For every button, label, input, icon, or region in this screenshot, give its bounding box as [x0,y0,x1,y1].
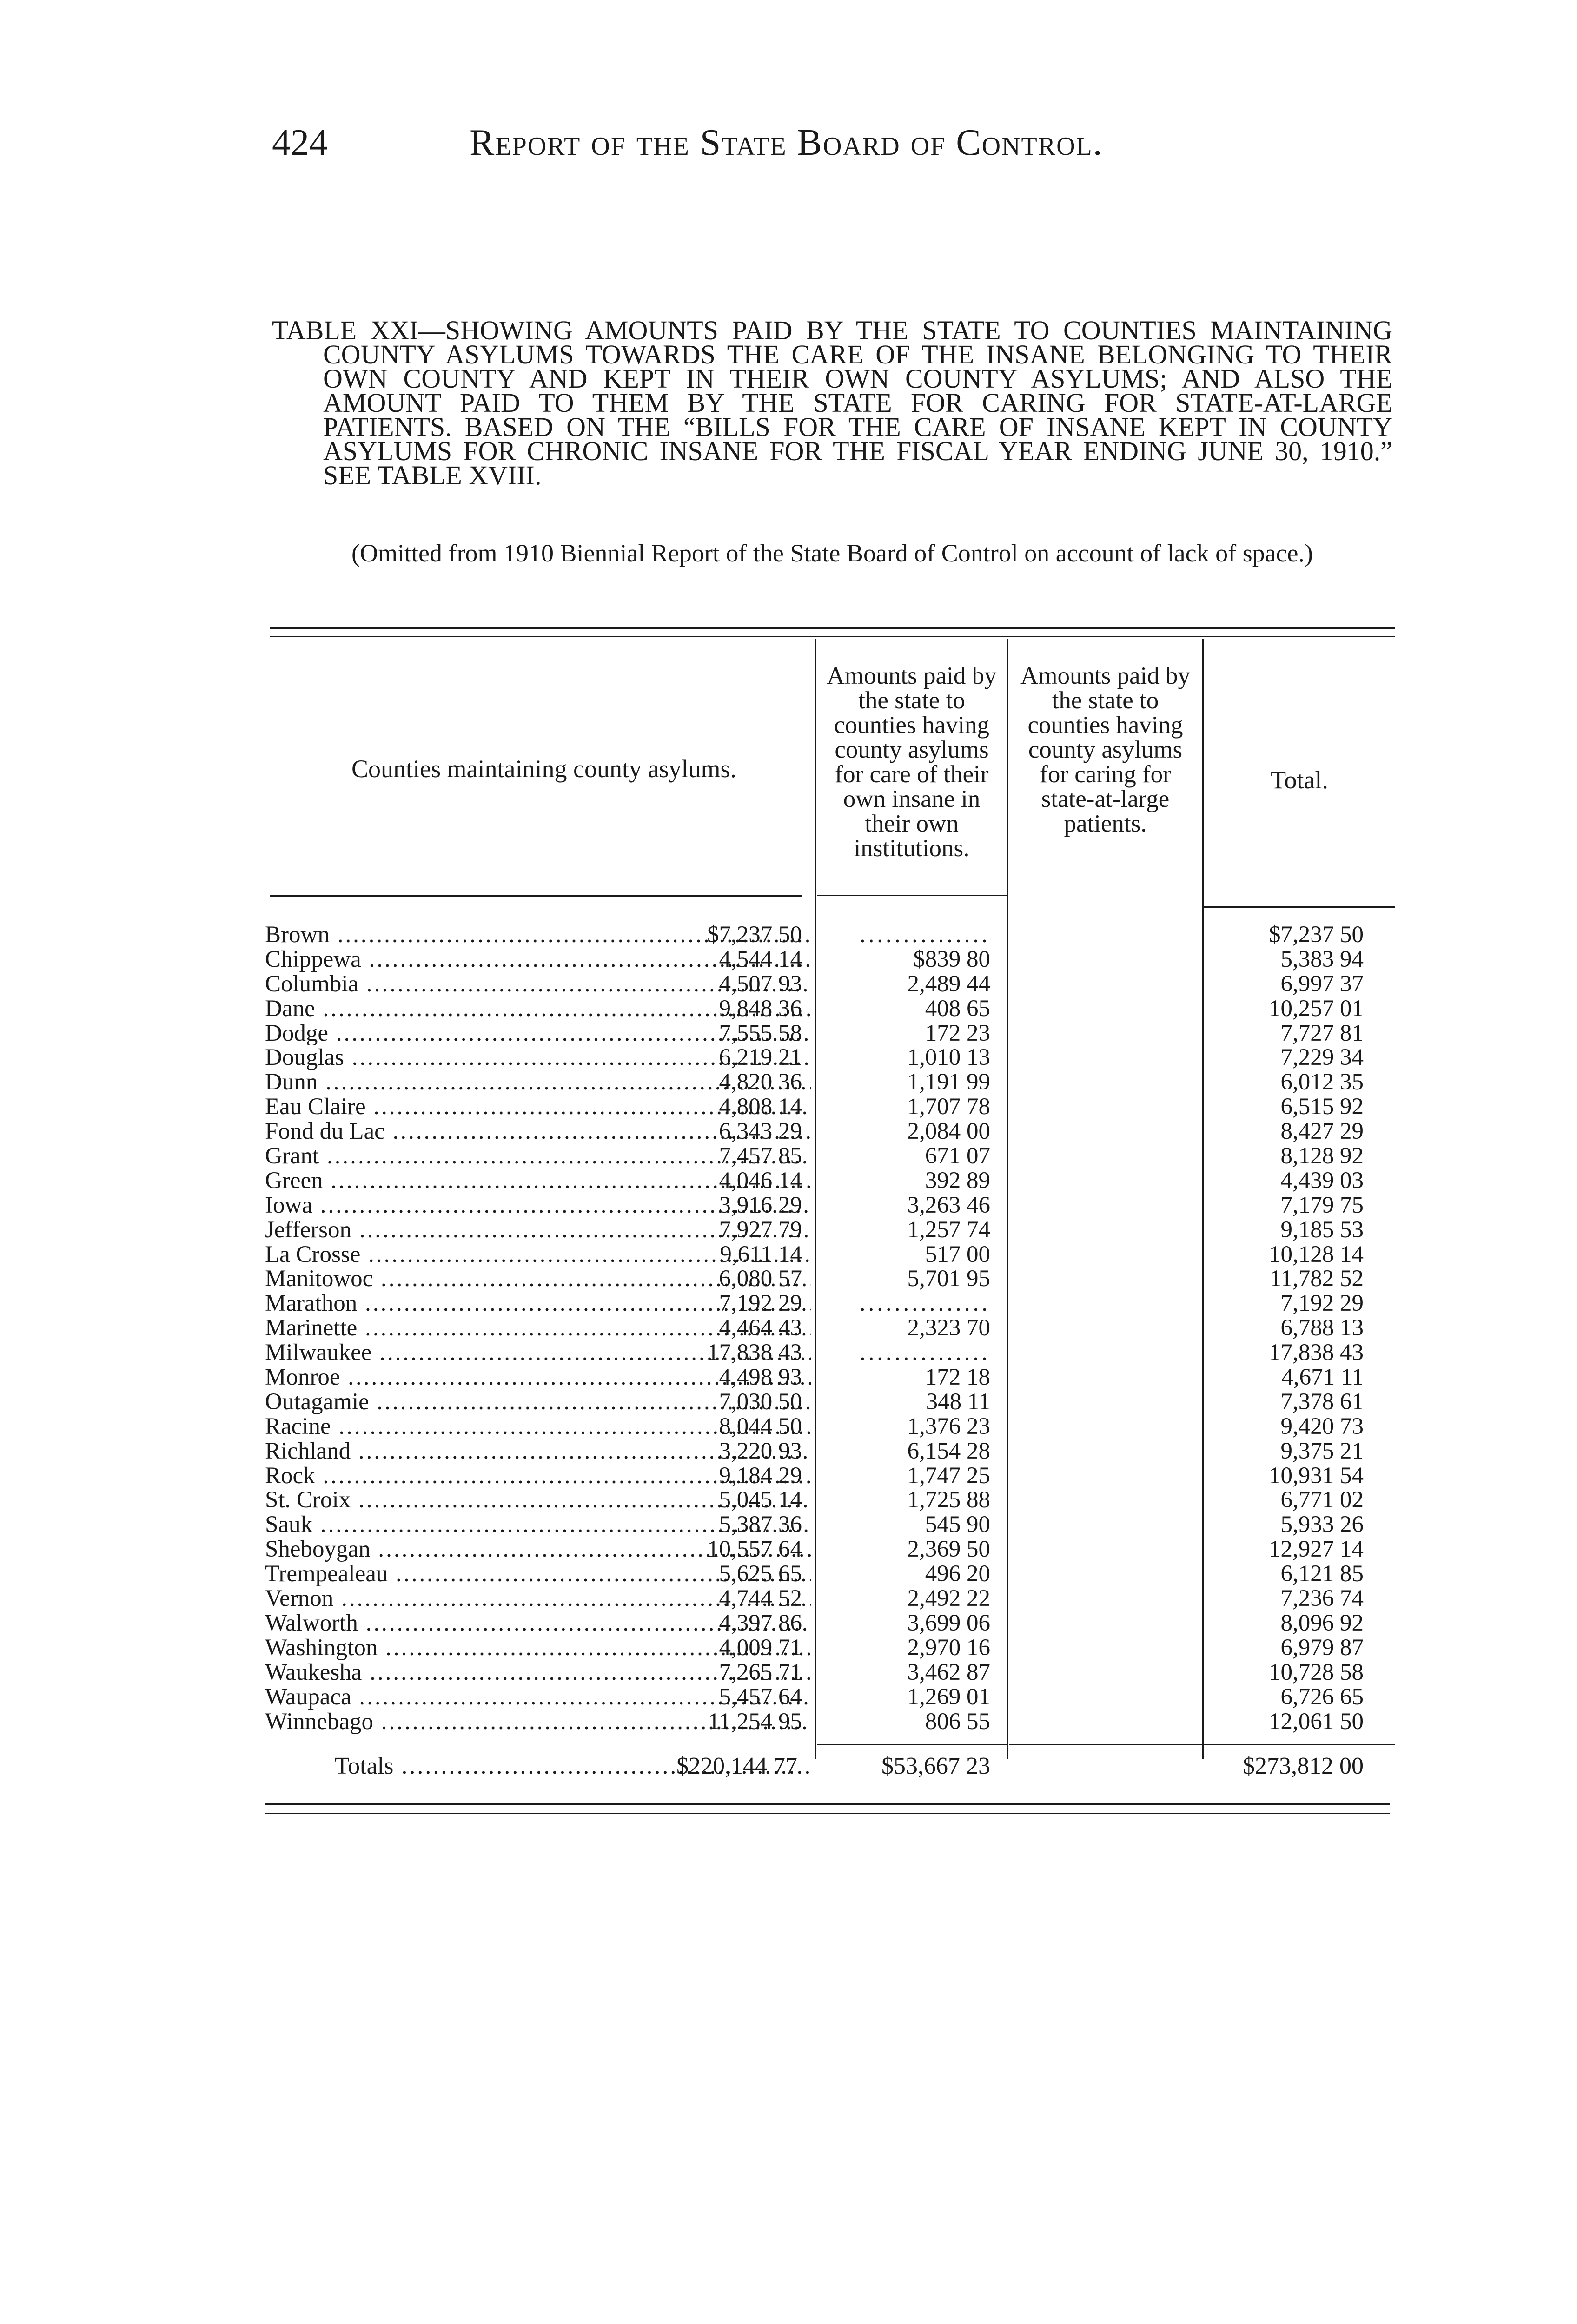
county-name: Waupaca ..... [265,1685,811,1710]
table-row [265,1562,1399,1586]
total-amount: 12,061 50 [1269,1708,1364,1735]
state-at-large-amount: 1,010 13 [907,1044,990,1071]
own-insane-amount: 3,220 93 [719,1438,802,1464]
own-insane-amount: 7,555 58 [719,1020,802,1046]
state-at-large-amount: 172 23 [925,1020,990,1046]
own-insane-amount: 7,457 85 [719,1143,802,1169]
county-name: Monroe ..... [265,1365,811,1390]
total-amount: 6,515 92 [1280,1094,1364,1120]
county-name: Rock ..... [265,1464,811,1488]
header-underline-own [817,895,1007,896]
total-amount: 5,383 94 [1280,946,1364,972]
state-at-large-amount: 671 07 [925,1143,990,1169]
total-amount: 4,671 11 [1281,1364,1364,1391]
empty-leader-dots: ............... [859,1290,990,1317]
county-name: Sauk ..... [265,1512,811,1537]
own-insane-amount: 4,544 14 [719,946,802,972]
table-body [265,923,1399,1734]
table-row [265,1611,1399,1636]
table-row [265,1193,1399,1218]
own-insane-amount: 17,838 43 [707,1340,802,1366]
table-row [265,923,1399,947]
county-name: Dodge ..... [265,1021,811,1046]
state-at-large-amount: 2,492 22 [907,1585,990,1612]
county-name: Winnebago ..... [265,1710,811,1734]
own-insane-amount: 9,611 14 [720,1241,802,1268]
own-insane-amount: 6,080 57 [719,1266,802,1292]
table-row [265,947,1399,972]
table-row [265,1340,1399,1365]
total-amount: 6,771 02 [1280,1487,1364,1513]
state-at-large-amount: 6,154 28 [907,1438,990,1464]
table-row [265,1488,1399,1512]
total-amount: 8,427 29 [1280,1118,1364,1145]
county-name: Eau Claire ..... [265,1095,811,1119]
state-at-large-amount: 1,257 74 [907,1216,990,1243]
table-row [265,1636,1399,1660]
total-amount: 4,439 03 [1280,1167,1364,1194]
total-amount: 9,375 21 [1280,1438,1364,1464]
county-name: Columbia ..... [265,972,811,997]
state-at-large-amount: $839 80 [913,946,990,972]
total-amount: 9,185 53 [1280,1216,1364,1243]
header-state-at-large: Amounts paid by the state to counties having county asylums for caring for state-at-large patients. [1020,662,1191,837]
header-county: Counties maintaining county asylums. [351,755,736,783]
total-amount: 7,236 74 [1280,1585,1364,1612]
state-at-large-amount: 2,970 16 [907,1634,990,1661]
total-amount: 17,838 43 [1269,1340,1364,1366]
county-name: La Crosse ..... [265,1242,811,1267]
total-amount: 10,257 01 [1269,995,1364,1022]
state-at-large-amount: 517 00 [925,1241,990,1268]
table-title-text: TABLE XXI—SHOWING AMOUNTS PAID BY THE STATE TO COUNTIES MAINTAINING COUNTY ASYLUMS TOWARDS THE CARE OF THE INSANE BELONGING TO THEIR OWN COUNTY AND KEPT IN THEIR OWN COUNTY ASYLUMS; AND ALSO THE AMOUNT PAID TO THEM BY THE STATE FOR CARING FOR STATE-AT-LARGE PATIENTS. BASED ON THE “BILLS FOR THE CARE OF INSANE KEPT IN COUNTY ASYLUMS FOR CHRONIC INSANE FOR THE FISCAL YEAR ENDING JUNE 30, 1910.” SEE TABLE XVIII. [272,315,1392,490]
state-at-large-amount: 1,191 99 [907,1069,990,1096]
county-name: Washington ..... [265,1636,811,1660]
own-insane-amount: 8,044 50 [719,1413,802,1439]
page-number: 424 [272,122,328,163]
table-row [265,972,1399,997]
table-row [265,1365,1399,1390]
total-amount: 7,378 61 [1280,1388,1364,1415]
table-row [265,1242,1399,1267]
table-row [265,1045,1399,1070]
county-name: Green ..... [265,1169,811,1193]
table-title [272,315,1392,490]
table-row [265,1095,1399,1119]
state-at-large-amount: 2,489 44 [907,971,990,997]
county-name: Walworth ..... [265,1611,811,1636]
table-row [265,1512,1399,1537]
state-at-large-amount: 1,747 25 [907,1462,990,1489]
county-name: Brown ..... [265,923,811,947]
own-insane-amount: 4,744 52 [719,1585,802,1612]
state-at-large-amount: 172 18 [925,1364,990,1391]
state-at-large-amount: 2,084 00 [907,1118,990,1145]
total-amount: $7,237 50 [1269,922,1364,948]
own-insane-amount: 7,927 79 [719,1216,802,1243]
state-at-large-amount: 1,725 88 [907,1487,990,1513]
own-insane-amount: 6,343 29 [719,1118,802,1145]
total-amount: 11,782 52 [1269,1266,1364,1292]
table-row [265,1439,1399,1464]
table-row [265,1021,1399,1046]
total-amount: 5,933 26 [1280,1512,1364,1538]
county-name: Milwaukee ..... [265,1340,811,1365]
state-at-large-amount: 5,701 95 [907,1266,990,1292]
county-name: Marinette ..... [265,1316,811,1340]
total-amount: 7,192 29 [1280,1290,1364,1317]
own-insane-amount: 9,184 29 [719,1462,802,1489]
bottom-rule [265,1803,1390,1805]
state-at-large-amount: 2,369 50 [907,1536,990,1563]
table-row [265,1537,1399,1562]
totals-own: $220,144 77 [676,1753,797,1779]
total-amount: 6,726 65 [1280,1684,1364,1710]
table-row [265,1291,1399,1316]
total-amount: 10,931 54 [1269,1462,1364,1489]
state-at-large-amount: 3,699 06 [907,1610,990,1636]
state-at-large-amount: 348 11 [926,1388,990,1415]
totals-row [265,1752,1399,1780]
total-amount: 7,727 81 [1280,1020,1364,1046]
county-name: Racine ..... [265,1414,811,1439]
top-rule-2 [270,636,1395,637]
state-at-large-amount: 1,707 78 [907,1094,990,1120]
own-insane-amount: 11,254 95 [708,1708,802,1735]
own-insane-amount: 4,046 14 [719,1167,802,1194]
state-at-large-amount: 408 65 [925,995,990,1022]
county-name: Iowa ..... [265,1193,811,1218]
omission-note: (Omitted from 1910 Biennial Report of the State Board of Control on account of lack of space.) [351,539,1313,567]
own-insane-amount: 9,848 36 [719,995,802,1022]
county-name: Douglas ..... [265,1045,811,1070]
totals-total: $273,812 00 [1243,1753,1364,1779]
table-row [265,997,1399,1021]
empty-leader-dots: ............... [859,1340,990,1366]
page-header [272,122,1388,178]
state-at-large-amount: 806 55 [925,1708,990,1735]
county-name: Dane ..... [265,997,811,1021]
own-insane-amount: 3,916 29 [719,1192,802,1218]
county-name: Manitowoc ..... [265,1267,811,1291]
county-name: Sheboygan ..... [265,1537,811,1562]
table-row [265,1414,1399,1439]
county-name: Grant ..... [265,1144,811,1169]
county-name: Vernon ..... [265,1586,811,1611]
county-name: Chippewa ..... [265,947,811,972]
table-row [265,1710,1399,1734]
table-row [265,1144,1399,1169]
state-at-large-amount: 3,462 87 [907,1659,990,1685]
header-total: Total. [1271,766,1328,794]
own-insane-amount: $7,237 50 [707,922,802,948]
own-insane-amount: 4,464 43 [719,1315,802,1341]
table-row [265,1316,1399,1340]
header-own-insane: Amounts paid by the state to counties having county asylums for care of their own insane in their own institutions. [827,662,997,862]
table-row [265,1586,1399,1611]
header-underline-county [270,895,802,897]
total-amount: 8,128 92 [1280,1143,1364,1169]
bottom-rule-2 [265,1813,1390,1814]
own-insane-amount: 7,265 71 [719,1659,802,1685]
table-row [265,1464,1399,1488]
state-at-large-amount: 2,323 70 [907,1315,990,1341]
total-amount: 10,728 58 [1269,1659,1364,1685]
county-name: St. Croix ..... [265,1488,811,1512]
totals-rule-own [817,1744,1007,1745]
total-amount: 6,121 85 [1280,1561,1364,1587]
running-head: Report of the State Board of Control. [470,122,1103,163]
total-amount: 10,128 14 [1269,1241,1364,1268]
total-amount: 8,096 92 [1280,1610,1364,1636]
total-amount: 9,420 73 [1280,1413,1364,1439]
total-amount: 7,179 75 [1280,1192,1364,1218]
county-name: Dunn ..... [265,1070,811,1095]
county-name: Waukesha ..... [265,1660,811,1685]
own-insane-amount: 4,507 93 [719,971,802,997]
state-at-large-amount: 545 90 [925,1512,990,1538]
table-row [265,1267,1399,1291]
table-row [265,1685,1399,1710]
own-insane-amount: 4,808 14 [719,1094,802,1120]
total-amount: 6,979 87 [1280,1634,1364,1661]
own-insane-amount: 4,009 71 [719,1634,802,1661]
own-insane-amount: 6,219 21 [719,1044,802,1071]
state-at-large-amount: 1,376 23 [907,1413,990,1439]
county-name: Fond du Lac ..... [265,1119,811,1144]
county-name: Marathon ..... [265,1291,811,1316]
totals-label: Totals ..... [335,1752,811,1780]
own-insane-amount: 5,457 64 [719,1684,802,1710]
own-insane-amount: 5,045 14 [719,1487,802,1513]
table-row [265,1119,1399,1144]
total-amount: 6,997 37 [1280,971,1364,997]
own-insane-amount: 7,030 50 [719,1388,802,1415]
totals-sal: $53,667 23 [881,1753,990,1779]
table-row [265,1070,1399,1095]
table-row [265,1390,1399,1414]
total-amount: 7,229 34 [1280,1044,1364,1071]
state-at-large-amount: 392 89 [925,1167,990,1194]
own-insane-amount: 5,625 65 [719,1561,802,1587]
state-at-large-amount: 1,269 01 [907,1684,990,1710]
total-amount: 12,927 14 [1269,1536,1364,1563]
county-name: Richland ..... [265,1439,811,1464]
own-insane-amount: 10,557 64 [707,1536,802,1563]
empty-leader-dots: ............... [859,922,990,948]
state-at-large-amount: 3,263 46 [907,1192,990,1218]
own-insane-amount: 5,387 36 [719,1512,802,1538]
table-row [265,1660,1399,1685]
own-insane-amount: 4,498 93 [719,1364,802,1391]
total-amount: 6,012 35 [1280,1069,1364,1096]
total-amount: 6,788 13 [1280,1315,1364,1341]
own-insane-amount: 4,820 36 [719,1069,802,1096]
county-name: Outagamie ..... [265,1390,811,1414]
table-row [265,1169,1399,1193]
state-at-large-amount: 496 20 [925,1561,990,1587]
totals-rule-sal [1009,1744,1202,1745]
own-insane-amount: 7,192 29 [719,1290,802,1317]
county-name: Trempealeau ..... [265,1562,811,1586]
top-rule [270,627,1395,629]
header-underline-total [1204,906,1395,908]
own-insane-amount: 4,397 86 [719,1610,802,1636]
totals-rule-total [1204,1744,1395,1745]
table-row [265,1218,1399,1242]
county-name: Jefferson ..... [265,1218,811,1242]
